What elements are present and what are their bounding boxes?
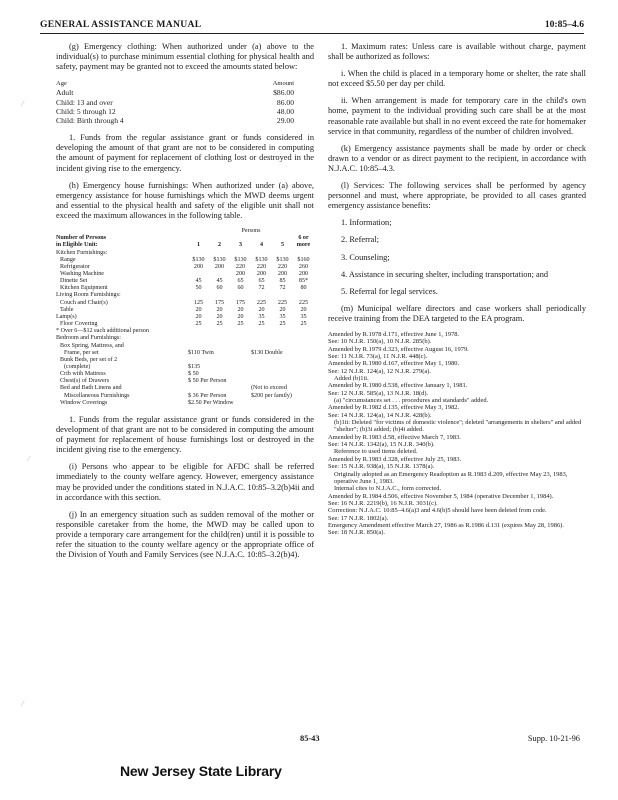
amendment-note: (b)1ii: Deleted "for victims of domestic violence"; deleted "arrangements in shelters" and added "shelter"; (b)3i added; (b)4i added.: [334, 419, 582, 434]
list-item: 4. Assistance in securing shelter, including transportation; and: [341, 269, 549, 279]
header-rule: [40, 33, 584, 34]
table-footnote: * Over 6—$12 each additional person: [56, 328, 149, 335]
table-row: Dinette Set 45 45 65 65 85 85*: [60, 278, 309, 285]
table-row: Window Coverings $2.50 Per Window: [60, 399, 234, 406]
table-row: Crib with Mattress $ 50: [60, 371, 199, 378]
amendment-line: Amended by R.1982 d.135, effective May 3, 1982.: [328, 404, 460, 412]
paragraph-m: (m) Municipal welfare directors and case workers shall periodically receive training from the DEA targeted to the EA program.: [328, 303, 586, 323]
table-row: Lamp(s) 20 20 20 35 35 35: [56, 313, 307, 320]
table-row: Child: 13 and over 86.00: [56, 97, 294, 107]
eligible-unit-header: in Eligible Unit:: [56, 242, 98, 249]
paragraph-j: (j) In an emergency situation such as sudden removal of the mother or responsible caretaker from the home, the MWD may be called upon to provide a temporary care arrangement for the child(ren) until it is possible to refer the situation to the county welfare agency or the appropriate office of the Division of Youth and Family Services (see N.J.A.C. 10:85–3.2(b)4).: [56, 509, 314, 560]
amendment-note: (a) "circumstances set . . . procedures and standards" added.: [334, 397, 489, 405]
right-column: [328, 42, 586, 537]
paragraph-h: (h) Emergency house furnishings: When authorized under (a) above, emergency assistance for house furnishings which the MWD deems urgent and essential to the physical health and safety of the eligible unit shall not exceed the maximum allowances in the following table.: [56, 180, 314, 220]
amendment-line: See: 14 N.J.R. 124(a), 14 N.J.R. 428(b).: [328, 411, 432, 419]
amendment-line: Amended by R.1983 d.328, effective July 25, 1983.: [328, 455, 462, 463]
running-header-section: 10:85–4.6: [544, 19, 584, 30]
library-stamp: New Jersey State Library: [120, 763, 282, 779]
age-header: Age: [56, 80, 67, 88]
paragraph-h-1: 1. Funds from the regular assistance grant or funds considered in the development of that grant are not to be considered in computing the amount of payment for replacement of house furnishings lost or destroyed in the incident giving rise to the emergency.: [56, 414, 314, 455]
amendment-note: Internal cites to N.J.A.C., form corrected.: [334, 485, 442, 493]
amendment-line: See: 12 N.J.R. 585(a), 13 N.J.R. 18(d).: [328, 389, 429, 397]
margin-mark: ⁄: [28, 455, 30, 463]
table-row: Frame, per set $110 Twin $130 Double: [64, 349, 283, 356]
amendment-line: See: 17 N.J.R. 1802(a).: [328, 514, 389, 522]
left-column: [56, 42, 314, 567]
amendment-line: Amended by R.1979 d.323, effective August 16, 1979.: [328, 345, 469, 353]
amendment-line: Emergency Amendment effective March 27, 1986 as R.1986 d.131 (expires May 28, 1986).: [328, 521, 564, 529]
amendment-note: Reference to used items deleted.: [334, 448, 418, 456]
paragraph-k: (k) Emergency assistance payments shall be made by order or check drawn to a vendor or as direct payment to the recipient, in accordance with N.J.A.C. 10:85–4.3.: [328, 143, 586, 173]
amendment-line: See: 16 N.J.R. 2219(b), 16 N.J.R. 3031(c).: [328, 499, 438, 507]
margin-mark: ⁄: [22, 700, 24, 708]
paragraph-l: (l) Services: The following services shall be performed by agency personnel and must, where appropriate, be provided to all cases granted emergency assistance benefits:: [328, 181, 586, 211]
amendment-line: Correction: N.J.A.C. 10:85–4.6(a)3 and 4.6(b)5 should have been deleted from code.: [328, 507, 547, 515]
amendment-line: Amended by R.1980 d.538, effective January 1, 1981.: [328, 382, 468, 390]
persons-header: Persons: [241, 228, 261, 235]
paragraph-i: (i) Persons who appear to be eligible for AFDC shall be referred immediately to the county welfare agency. However, emergency assistance may be provided under the conditions stated in N.J.A.C. 10:85–3.2(b)4ii and in accordance with this section.: [56, 462, 314, 502]
paragraph-j-1-i: i. When the child is placed in a temporary home or shelter, the rate shall not exceed $5.50 per day per child.: [328, 69, 586, 89]
amendment-line: See: 11 N.J.R. 73(a), 11 N.J.R. 448(c).: [328, 353, 428, 360]
furnishings-table: Persons Number of Persons 6 or in Eligible Unit: 1 2 3 4 5 more Kitchen Furnishings: Range $130 $130 $130 $130 $130 $160 Refrigerator 200 200 220 220 220 260 Washing Machine 200 200 200 200 Dinette Set 45 45 65 65 85 85* Kitchen Equipment 50 60 60 72 72 80 Living Room Furnishings: Couch and Chair(s) 125 175 175 225 225 225 Table 20 20 20 20 20 20 Lamp(s) 20 20 20 35 35 35 Floor Covering 25 25 25 25 25 25 * Over 6—$12 each additional person Bedroom and Furnishings: Box Spring, Mattress, and Frame, per set $110 Twin $130 Double Bunk Beds, per set of 2 (complete) $135 Crib with Mattress $ 50 Chest(s) of Drawers $ 50 Per Person Bed and Bath Linens and (Not to exceed Miscellaneous Furnishings $ 36 Per Person $200 per family) Window Coverings $2.50 Per Window: [56, 228, 314, 407]
paragraph-g-1: 1. Funds from the regular assistance grant or funds considered in developing the amount of that grant are not to be considered in computing the amount of payment for replacement of clothing lost or destroyed in the incident giving rise to the emergency.: [56, 133, 314, 173]
amendment-line: See: 15 N.J.R. 938(a), 15 N.J.R. 1378(a).: [328, 463, 435, 471]
paragraph-j-1-ii: ii. When arrangement is made for temporary care in the child's own home, payment to the individual providing such care shall be at the most reasonable rate available but shall in no event exceed the rate for homemaker service in that community, regardless of the number of children involved.: [328, 96, 586, 136]
list-item: 3. Counseling;: [341, 252, 390, 262]
section-label: Bedroom and Furnishings:: [56, 335, 121, 342]
table-row: Washing Machine 200 200 200 200: [60, 270, 309, 277]
table-row: Child: Birth through 4 29.00: [56, 116, 294, 126]
amendment-line: See: 10 N.J.R. 150(a), 10 N.J.R. 285(b).: [328, 338, 432, 346]
amendment-line: See: 14 N.J.R. 1342(a), 15 N.J.R. 340(b).: [328, 441, 435, 449]
table-row: Range $130 $130 $130 $130 $130 $160: [60, 256, 310, 263]
margin-mark: ⁄: [22, 100, 24, 108]
amendment-line: Amended by R.1984 d.506, effective November 5, 1984 (operative December 1, 1984).: [328, 492, 554, 500]
list-item: 2. Referral;: [341, 235, 379, 245]
table-row: Miscellaneous Furnishings $ 36 Per Person $200 per family): [64, 392, 292, 399]
table-row: Table 20 20 20 20 20 20: [60, 306, 307, 313]
section-label: Living Room Furnishings:: [56, 292, 121, 299]
table-row: Bed and Bath Linens and (Not to exceed: [60, 385, 287, 392]
table-row: Refrigerator 200 200 220 220 220 260: [60, 263, 309, 270]
table-row: Adult $86.00: [56, 88, 294, 98]
amendment-note: Added (b)1ii.: [334, 375, 369, 383]
page-number: 85-43: [300, 734, 320, 743]
list-item: 5. Referral for legal services.: [341, 286, 438, 296]
paragraph-g: (g) Emergency clothing: When authorized under (a) above to the individual(s) to purchase minimum essential clothing for physical health and safety, payment may be granted not to exceed the amounts stated below:: [56, 42, 314, 72]
supplement-date: Supp. 10-21-96: [527, 734, 580, 743]
paragraph-j-1: 1. Maximum rates: Unless care is available without charge, payment shall be authorized as follows:: [328, 42, 586, 62]
table-row: Floor Covering 25 25 25 25 25 25: [60, 321, 307, 328]
table-row: (complete) $135: [64, 364, 201, 371]
amendment-history: [328, 331, 586, 537]
table-row: Chest(s) of Drawers $ 50 Per Person: [60, 378, 227, 385]
running-header-title: GENERAL ASSISTANCE MANUAL: [40, 19, 202, 30]
amendment-line: Amended by R.1978 d.171, effective June 1, 1978.: [328, 330, 460, 338]
amount-header: Amount: [272, 80, 294, 88]
amendment-line: See: 12 N.J.R. 124(a), 12 N.J.R. 279(a).: [328, 367, 431, 375]
section-label: Kitchen Furnishings:: [56, 249, 108, 256]
clothing-table: [56, 79, 314, 125]
amendment-note: Originally adopted as an Emergency Readoption as R.1983 d.209, effective May 23, 1983, operative June 1, 1983.: [334, 470, 568, 485]
amendment-line: Amended by R.1983 d.58, effective March 7, 1983.: [328, 433, 461, 441]
table-row: Kitchen Equipment 50 60 60 72 72 80: [60, 285, 307, 292]
table-row: Child: 5 through 12 48.00: [56, 106, 294, 116]
list-item: 1. Information;: [341, 218, 392, 228]
number-header: Number of Persons: [56, 235, 106, 242]
amendment-line: See: 18 N.J.R. 850(a).: [328, 529, 386, 537]
table-row: Couch and Chair(s) 125 175 175 225 225 225: [60, 299, 309, 306]
amendment-line: Amended by R.1980 d.167, effective May 1, 1980.: [328, 360, 460, 368]
